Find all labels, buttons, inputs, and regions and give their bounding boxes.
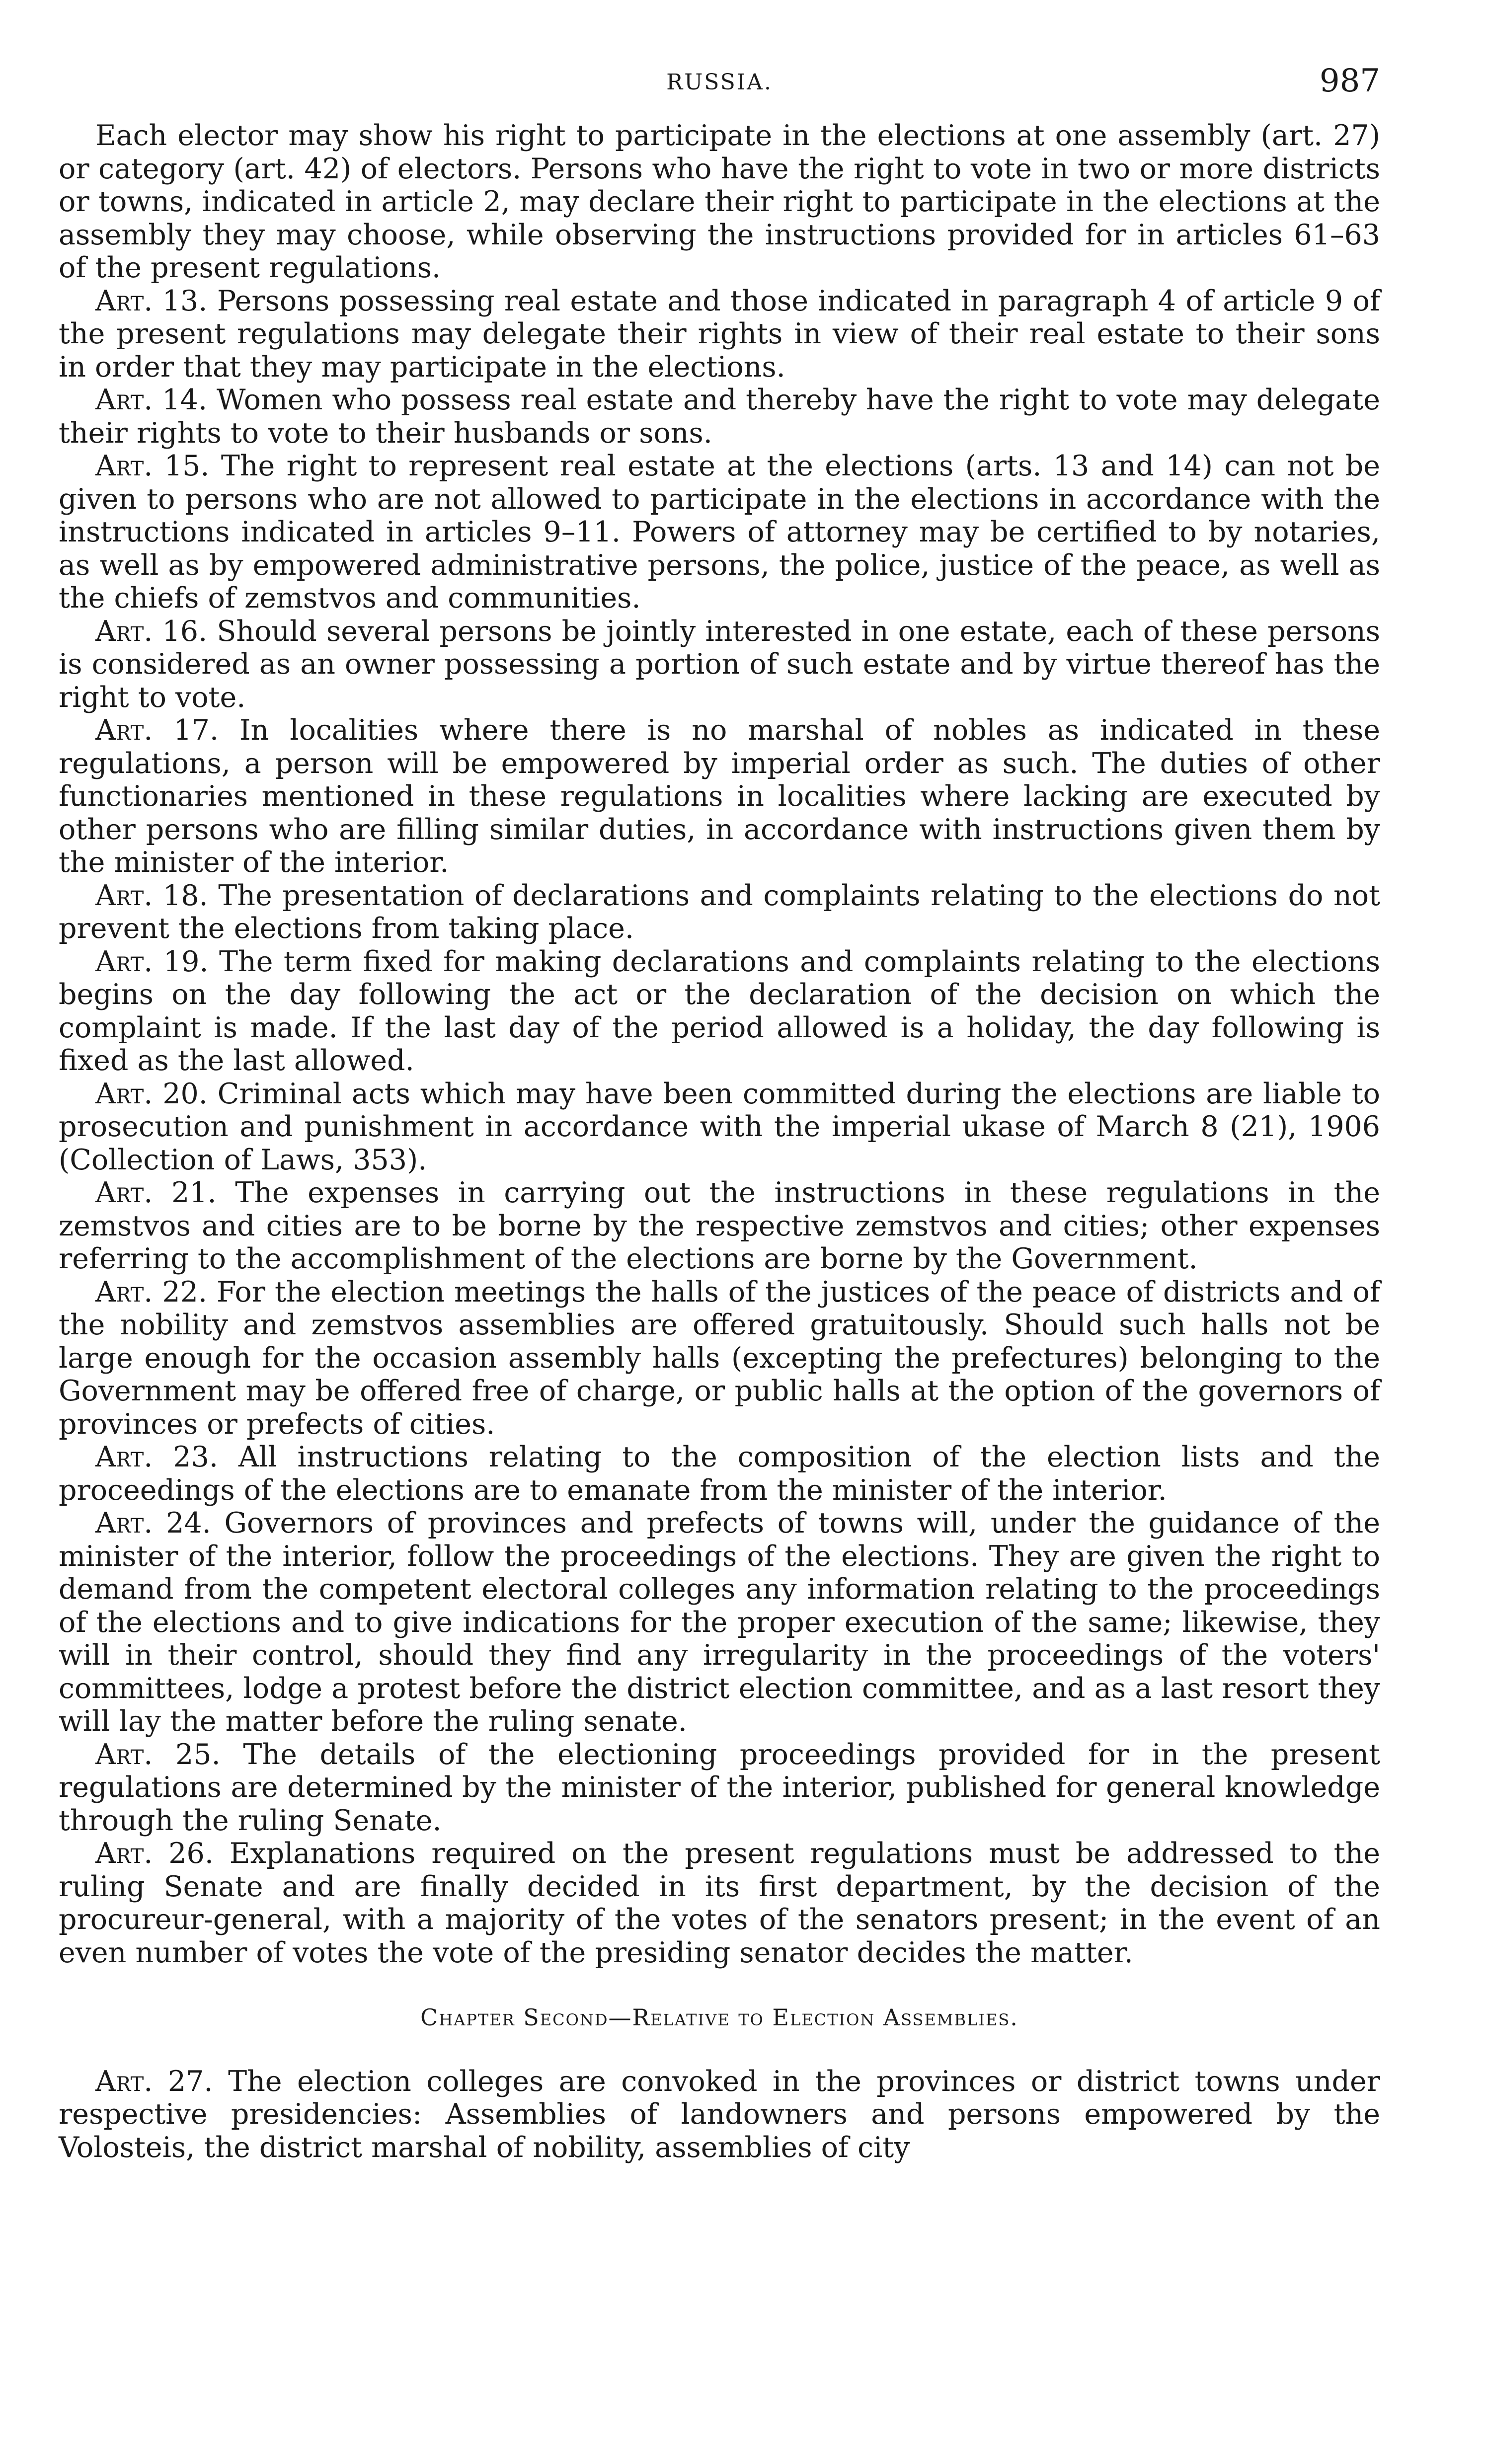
chapter-heading: Chapter Second—Relative to Election Assemblies. — [420, 2004, 1018, 2031]
article-17 — [59, 714, 1380, 879]
body-text — [59, 119, 1380, 2164]
article-text: Governors of provinces and prefects of towns will, under the guidance of the minister of the interior, follow the proceedings of the elections. They are given the right to demand from the competent electoral colleges any information relating to the proceedings of the elections and to give indications for the proper execution of the same; likewise, they will in their control, should they find any irregularity in the proceedings of the voters' committees, lodge a protest before the district election committee, and as a last resort they will lay the matter before the ruling senate. — [59, 1507, 1380, 1738]
article-text: The right to represent real estate at the elections (arts. 13 and 14) can not be given to persons who are not allowed to participate in the elections in accordance with the instructions indicated in articles 9–11. Powers of attorney may be certified to by notaries, as well as by empowered administrative persons, the police, justice of the peace, as well as the chiefs of zemstvos and communities. — [59, 450, 1380, 615]
article-18 — [59, 879, 1380, 945]
article-26 — [59, 1837, 1380, 1969]
article-label: Art. 13. — [95, 284, 208, 317]
article-19 — [59, 945, 1380, 1078]
article-text: Persons possessing real estate and those indicated in paragraph 4 of article 9 of the present regulations may delegate their rights in view of their real estate to their sons in order that they may participate in the elections. — [59, 284, 1380, 384]
article-text: The expenses in carrying out the instructions in these regulations in the zemstvos and cities are to be borne by the respective zemstvos and cities; other expenses referring to the accomplishment of the elections are borne by the Government. — [59, 1176, 1380, 1275]
article-label: Art. 14. — [95, 384, 207, 416]
article-15 — [59, 450, 1380, 615]
running-head — [59, 60, 1380, 119]
article-22 — [59, 1276, 1380, 1441]
article-text: The election colleges are convoked in the provinces or district towns under respective presidencies: Assemblies of landowners and persons empowered by the Volosteis, the district marshal of nobility, assemblies of city — [59, 2065, 1380, 2164]
article-label: Art. 26. — [95, 1837, 214, 1870]
page-number: 987 — [1319, 63, 1380, 99]
article-16 — [59, 615, 1380, 714]
article-13 — [59, 285, 1380, 384]
article-label: Art. 15. — [95, 450, 210, 482]
article-text: For the election meetings the halls of the justices of the peace of districts and of the nobility and zemstvos assemblies are offered gratuitously. Should such halls not be large enough for the occasion assembly halls (excepting the prefectures) belonging to the Government may be offered free of charge, or public halls at the option of the governors of provinces or prefects of cities. — [59, 1275, 1380, 1441]
article-label: Art. 23. — [95, 1441, 218, 1473]
article-text: Explanations required on the present regulations must be addressed to the ruling Senate and are finally decided in its first department, by the decision of the procureur-general, with a majority of the votes of the senators present; in the event of an even number of votes the vote of the presiding senator decides the matter. — [59, 1837, 1380, 1969]
article-text: The term fixed for making declarations and complaints relating to the elections begins on the day following the act or the declaration of the decision on which the complaint is made. If the last day of the period allowed is a holiday, the day following is fixed as the last allowed. — [59, 945, 1380, 1077]
article-label: Art. 27. — [95, 2065, 213, 2098]
article-label: Art. 20. — [95, 1077, 208, 1110]
article-label: Art. 18. — [95, 879, 208, 912]
article-label: Art. 17. — [95, 714, 219, 747]
article-25 — [59, 1738, 1380, 1838]
running-title: RUSSIA. — [666, 70, 773, 95]
article-text: Criminal acts which may have been committed during the elections are liable to prosecution and punishment in accordance with the imperial ukase of March 8 (21), 1906 (Collection of Laws, 353). — [59, 1077, 1380, 1176]
article-23 — [59, 1441, 1380, 1507]
article-21 — [59, 1176, 1380, 1276]
article-14 — [59, 384, 1380, 450]
intro-paragraph: Each elector may show his right to participate in the elections at one assembly (art. 27) or category (art. 42) of electors. Persons who have the right to vote in two or more districts or towns, indicated in article 2, may declare their right to participate in the elections at the assembly they may choose, while observing the instructions provided for in articles 61–63 of the present regulations. — [59, 119, 1380, 284]
article-text: All instructions relating to the composition of the election lists and the proceedings of the elections are to emanate from the minister of the interior. — [59, 1441, 1380, 1507]
article-label: Art. 16. — [95, 615, 208, 648]
document-page — [59, 60, 1380, 2164]
article-label: Art. 22. — [95, 1275, 207, 1309]
article-label: Art. 19. — [95, 945, 209, 978]
article-text: The presentation of declarations and complaints relating to the elections do not prevent the elections from taking place. — [59, 879, 1380, 945]
article-text: Should several persons be jointly interested in one estate, each of these persons is considered as an owner possessing a portion of such estate and by virtue thereof has the right to vote. — [59, 615, 1380, 714]
article-27 — [59, 2065, 1380, 2164]
article-text: Women who possess real estate and thereby have the right to vote may delegate their rights to vote to their husbands or sons. — [59, 384, 1381, 450]
article-text: The details of the electioning proceedings provided for in the present regulations are determined by the minister of the interior, published for general knowledge through the ruling Senate. — [59, 1738, 1380, 1837]
article-label: Art. 25. — [95, 1738, 221, 1771]
article-20 — [59, 1078, 1380, 1177]
article-24 — [59, 1507, 1380, 1738]
article-text: In localities where there is no marshal of nobles as indicated in these regulations, a person will be empowered by imperial order as such. The duties of other functionaries mentioned in these regulations in localities where lacking are executed by other persons who are filling similar duties, in accordance with instructions given them by the minister of the interior. — [59, 714, 1380, 879]
article-label: Art. 24. — [95, 1507, 211, 1540]
article-label: Art. 21. — [95, 1176, 217, 1209]
